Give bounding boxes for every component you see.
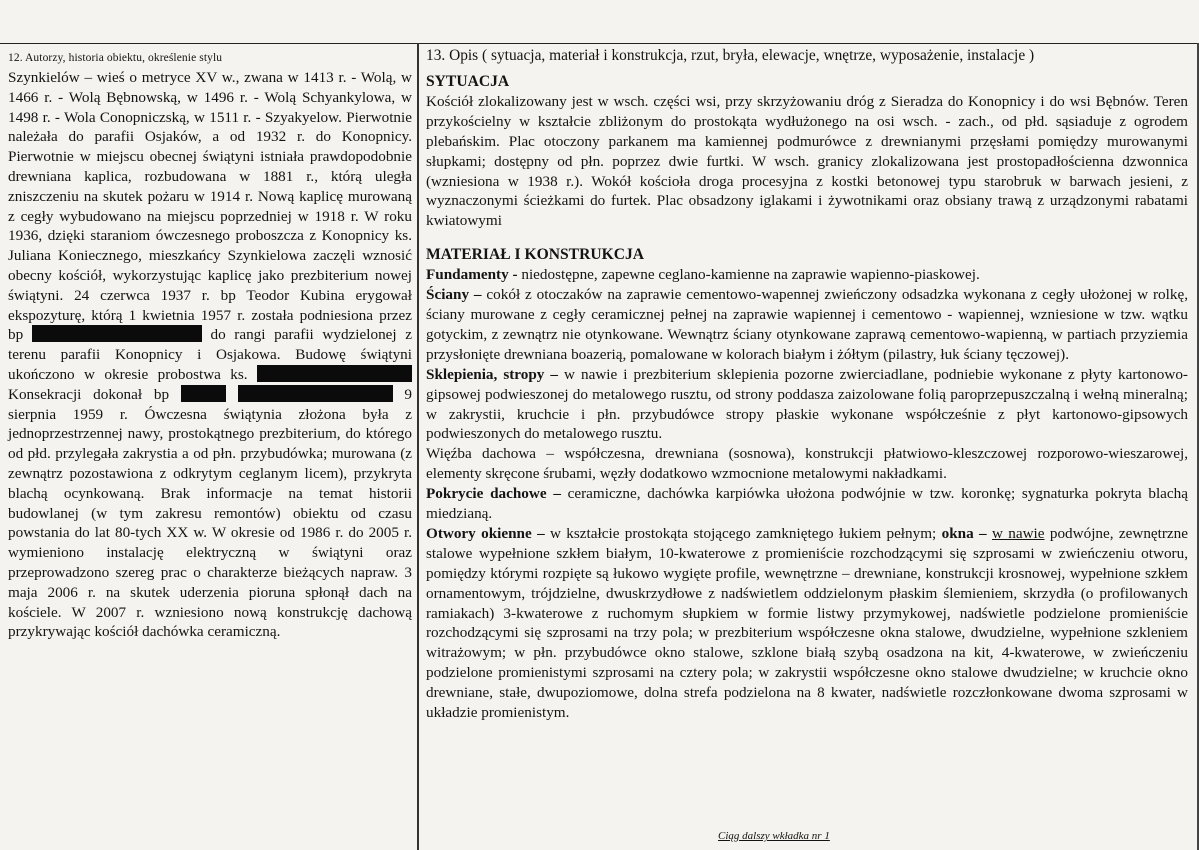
history-part-4: 9 sierpnia 1959 r. Ówczesna świątynia złożona była z jednoprzestrzennej nawy, prostokątnego prezbiterium, do którego od płd. przylegała zakrystia a od płn. przybudówka; murowana (z zewnątrz pozostawiona z odkrytym ceglanym licem), przykryta blachą ocynkowaną. Brak informacje na temat historii budowlanej (w tym zakresu remontów) obiektu od czasu powstania do lat 80-tych XX w. W okresie od 1986 r. do 2005 r. wymieniono instalację elektryczną w świątyni oraz przeprowadzono szereg prac o charakterze bieżących napraw. 3 maja 2006 r. na skutek uderzenia pioruna spłonął dach na kościele. W 2007 r. wzniesiono nową konstrukcję dachową przykrywając kościół dachówka ceramiczną. <box>8 385 412 641</box>
sciany-paragraph <box>426 285 1188 365</box>
fundamenty-label: Fundamenty - <box>426 266 518 284</box>
pokrycie-text: ceramiczne, dachówka karpiówka ułożona podwójnie w tzw. koronkę; sygnaturka pokryta blachą miedzianą. <box>426 485 1188 523</box>
pokrycie-paragraph <box>426 484 1188 524</box>
history-paragraph <box>8 68 412 642</box>
otwory-text: w kształcie prostokąta stojącego zamkniętego łukiem pełnym; <box>544 524 942 542</box>
pokrycie-label: Pokrycie dachowe – <box>426 485 561 503</box>
okna-underlined: w nawie <box>991 524 1045 542</box>
otwory-paragraph <box>426 524 1188 723</box>
section-12-header: 12. Autorzy, historia obiektu, określenie stylu <box>8 52 223 64</box>
okna-text: podwójne, zewnętrzne stalowe wypełnione szkłem białym, 10-kwaterowe z promieniście rozchodzącymi się szprosami w zwieńczeniu otworu, pomiędzy którymi rozpięte są łukowo wygięte profile, wewnętrzne – drewniane, konstrukcji krosnowej, wypełnione szkłem ornamentowym, trójdzielne, dwuskrzydłowe z nadświetlem oddzielonym płaskim ślemieniem, skrzydła (o profilowanych ramiakach) 3-kwaterowe z ruchomym słupkiem w formie listwy przymykowej, nadświetle podzielone promieniście rozchodzącymi się szprosami na trzy pola; w prezbiterium współczesne okna stalowe, dwudzielne, wypełnione szkleniem witrażowym; w płn. przybudówce okno stalowe, szklone białą szybą osadzona na kit, 4-kwaterowe, w zwieńczeniu podzielone promienistymi szprosami na cztery pola; w zakrystii współczesne okno stalowe dwudzielne; w kruchcie okno drewniane, stałe, dwupoziomowe, dolna strefa podzielona na 8 kwater, nadświetle rozczłonkowane dwoma szprosami w układzie promienistym. <box>426 524 1189 722</box>
history-part-3: Konsekracji dokonał bp <box>8 385 170 403</box>
history-part-1: Szynkielów – wieś o metryce XV w., zwana w 1413 r. - Wolą, w 1466 r. - Wolą Bębnowską, w 1496 r. - Wolą Schyankylowa, w 1498 r. - Wola Conopniczską, w 1511 r. - Szyakyelow. Pierwotnie należała do parafii Osjaków, a od 1932 r. do Konopnicy. Pierwotnie w miejscu obecnej świątyni istniała prawdopodobnie drewniana kaplica, rozbudowana w 1881 r., którą uległa zniszczeniu na skutek pożaru w 1914 r. Nową kaplicę murowaną z cegły wybudowano na miejscu poprzedniej w 1918 r. W roku 1936, dzięki staraniom ówczesnego proboszcza z Konopnicy ks. Juliana Koniecznego, mieszkańcy Szynkielowa zaczęli wznosić obecny kościół, wykorzystując kaplicę jako prezbiterium nowej świątyni. 24 czerwca 1937 r. bp Teodor Kubina erygował ekspozyturę, którą 1 kwietnia 1957 r. została podniesiona przez bp <box>8 69 412 344</box>
sytuacja-text: Kościół zlokalizowany jest w wsch. części wsi, przy skrzyżowaniu dróg z Sieradza do Konopnicy i do wsi Bębnów. Teren przykościelny w kształcie zbliżonym do prostokąta wydłużonego na osi wsch. - zach., od płd. sąsiaduje z ogrodem plebańskim. Plac otoczony parkanem ma kamiennej podmurówce z drewnianymi przęsłami pomiędzy murowanymi słupkami; dostępny od płn. poprzez dwie furtki. W wsch. granicy zlokalizowana jest prostopadłościenna dzwonnica (wzniesiona w 1938 r.). Wokół kościoła droga procesyjna z kostki betonowej typu starobruk w barwach jesieni, z wyznaczonymi ścieżkami do furtek. Plac obsadzony iglakami i żywotnikami oraz obsiany trawą z urządzonymi rabatami kwiatowymi <box>426 92 1188 230</box>
spacer <box>426 231 1188 245</box>
redaction-box <box>257 365 412 382</box>
sytuacja-title: SYTUACJA <box>426 73 510 90</box>
left-column <box>0 0 418 850</box>
wiezba-paragraph: Więźba dachowa – współczesna, drewniana (sosnowa), konstrukcji płatwiowo-kleszczowej rozporowo-wieszarowej, elementy skręcone śrubami, węzły dodatkowo wzmocnione metalowymi nakładkami. <box>426 445 1188 483</box>
sciany-text: cokół z otoczaków na zaprawie cementowo-wapennej zwieńczony odsadzka wykonana z cegły ułożonej w rolkę, ściany murowane z cegły ceramicznej pełnej na zaprawie wapiennej i cementowo - wapiennej, wzniesione w tzw. wątku gotyckim, z zewnątrz nie otynkowane. Wewnątrz ściany otynkowane zaprawą cementowo-wapienną, w partiach przyziemia przysłonięte drewniana boazerią, pomalowane w kolorach białym i żółtym (pilastry, łuk ściany tęczowej). <box>426 286 1188 363</box>
history-part-2: do rangi parafii wydzielonej z terenu parafii Konopnicy i Osjakowa. Budowę świątyni ukończono w okresie probostwa ks. <box>8 326 412 383</box>
fundamenty-text: niedostępne, zapewne ceglano-kamienne na zaprawie wapienno-piaskowej. <box>517 266 980 284</box>
description-text <box>426 72 1188 723</box>
redaction-box <box>32 325 202 342</box>
material-title: MATERIAŁ I KONSTRUKCJA <box>426 246 645 264</box>
history-text <box>8 68 412 642</box>
fundamenty-paragraph <box>426 265 1188 285</box>
sklepienia-paragraph <box>426 365 1188 445</box>
otwory-label: Otwory okienne – <box>426 524 545 542</box>
continuation-note: Ciąg dalszy wkładka nr 1 <box>718 830 830 842</box>
redaction-box <box>238 385 393 402</box>
redaction-box <box>181 385 226 402</box>
sciany-label: Ściany – <box>426 286 482 304</box>
section-13-header: 13. Opis ( sytuacja, materiał i konstrukcja, rzut, bryła, elewacje, wnętrze, wyposażenie, instalacje ) <box>426 47 1035 64</box>
sklepienia-text: w nawie i prezbiterium sklepienia pozorne zwierciadlane, podniebie wykonane z płyty kartonowo-gipsowej podwieszonej do metalowego rusztu, od strony poddasza zaizolowane folią paroprzepuszczalną i wełną mineralną; w zakrystii, kruchcie i płn. przybudówce stropy płaskie wykonane współcześnie z płyt kartonowo-gipsowych podwieszonych do metalowego rusztu. <box>426 365 1188 443</box>
okna-label: okna – <box>941 524 987 542</box>
sklepienia-label: Sklepienia, stropy – <box>426 365 558 383</box>
